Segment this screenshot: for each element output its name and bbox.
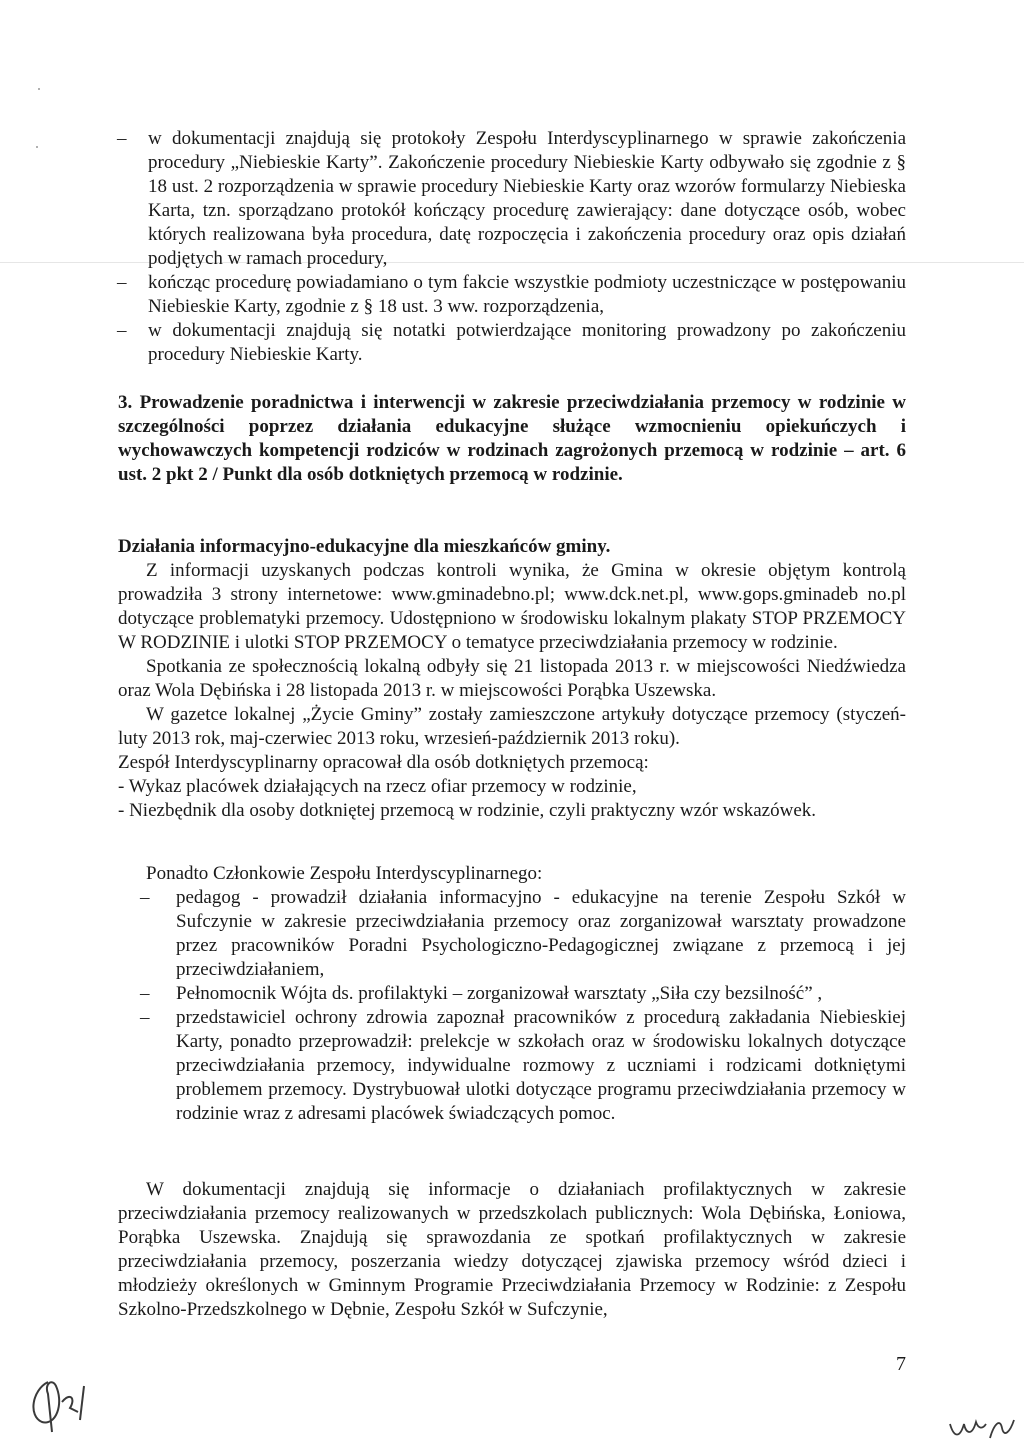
- list-item: [118, 886, 906, 982]
- section-number: 3.: [118, 392, 133, 413]
- paragraph: W gazetce lokalnej „Życie Gminy” zostały zamieszczone artykuły dotyczące przemocy (styczeń-luty 2013 rok, maj-czerwiec 2013 roku, wrzesień-październik 2013 roku).: [118, 704, 906, 749]
- section-3: [118, 391, 906, 487]
- scan-speck: [38, 88, 40, 90]
- team-item: - Niezbędnik dla osoby dotkniętej przemocą w rodzinie, czyli praktyczny wzór wskazówek.: [118, 800, 816, 821]
- section-heading-text: Prowadzenie poradnictwa i interwencji w zakresie przeciwdziałania przemocy w rodzinie w szczególności poprzez działania edukacyjne służące wzmocnieniu opiekuńczych i wychowawczych kompetencji rodziców w rodzinach zagrożonych przemocą w rodzinie – art. 6 ust. 2 pkt 2 / Punkt dla osób dotkniętych przemocą w rodzinie.: [118, 392, 907, 485]
- top-list-block: [118, 127, 906, 367]
- list-item: [118, 319, 906, 367]
- list-item: [118, 1006, 906, 1126]
- list-item-text: w dokumentacji znajdują się protokoły Zespołu Interdyscyplinarnego w sprawie zakończenia procedury „Niebieskie Karty”. Zakończenie procedury Niebieskie Karty odbywało się zgodnie z § 18 ust. 2 rozporządzenia w sprawie procedury Niebieskie Karty oraz wzorów formularzy Niebieska Karta, tzn. sporządzano protokół kończący procedurę zawierający: dane dotyczące osób, wobec których realizowana była procedura, datę rozpoczęcia i zakończenia procedury oraz opis działań podjętych w ramach procedury,: [148, 128, 906, 269]
- list-item-text: pedagog - prowadził działania informacyjno - edukacyjne na terenie Zespołu Szkół w Sufczynie w zakresie przeciwdziałania przemocy oraz zorganizował warsztaty prowadzone przez pracowników Poradni Psychologiczno-Pedagogicznej związane z przemocą i jej przeciwdziałaniem,: [176, 887, 906, 980]
- handwritten-initials-left: [18, 1372, 108, 1436]
- top-list: [118, 127, 906, 367]
- list-dash: –: [117, 128, 127, 149]
- list-item-text: kończąc procedurę powiadamiano o tym fakcie wszystkie podmioty uczestniczące w postępowaniu Niebieskie Karty, zgodnie z § 18 ust. 3 ww. rozporządzenia,: [148, 272, 906, 317]
- list-item: [118, 982, 906, 1006]
- paragraph: Spotkania ze społecznością lokalną odbyły się 21 listopada 2013 r. w miejscowości Niedźwiedza oraz Wola Dębińska i 28 listopada 2013 r. w miejscowości Porąbka Uszewska.: [118, 656, 906, 701]
- activities-heading: Działania informacyjno-edukacyjne dla mieszkańców gminy.: [118, 536, 611, 557]
- list-dash: –: [117, 272, 127, 293]
- team-line: Zespół Interdyscyplinarny opracował dla osób dotkniętych przemocą:: [118, 752, 649, 773]
- handwritten-initials-right: [948, 1412, 1018, 1444]
- list-dash: –: [140, 887, 150, 908]
- activities-section: [118, 535, 906, 823]
- members-list: [118, 886, 906, 1126]
- scan-speck: [36, 146, 38, 148]
- final-section: [118, 1178, 906, 1322]
- list-dash: –: [117, 320, 127, 341]
- page-number: 7: [896, 1353, 906, 1375]
- section-3-heading: [118, 391, 906, 487]
- team-item: - Wykaz placówek działających na rzecz ofiar przemocy w rodzinie,: [118, 776, 637, 797]
- list-item: [118, 271, 906, 319]
- list-item-text: w dokumentacji znajdują się notatki potwierdzające monitoring prowadzony po zakończeniu procedury Niebieskie Karty.: [148, 320, 906, 365]
- paragraph: Z informacji uzyskanych podczas kontroli wynika, że Gmina w okresie objętym kontrolą prowadziła 3 strony internetowe: www.gminadebno.pl; www.dck.net.pl, www.gops.gminadeb no.pl dotyczące problematyki przemocy. Udostępniono w środowisku lokalnym plakaty STOP PRZEMOCY W RODZINIE i ulotki STOP PRZEMOCY o tematyce przeciwdziałania przemocy w rodzinie.: [118, 560, 906, 653]
- list-item: [118, 127, 906, 271]
- list-item-text: przedstawiciel ochrony zdrowia zapoznał pracowników z procedurą zakładania Niebieskiej Karty, ponadto przeprowadził: prelekcje w szkołach oraz w środowisku lokalnych dotyczące przeciwdziałania przemocy, indywidualne rozmowy z uczniami i rodzicami dotkniętymi problemem przemocy. Dystrybuował ulotki dotyczące programu przeciwdziałania przemocy w rodzinie wraz z adresami placówek świadczących pomoc.: [176, 1007, 906, 1124]
- members-intro: Ponadto Członkowie Zespołu Interdyscyplinarnego:: [146, 863, 543, 884]
- members-section: [118, 862, 906, 1126]
- list-item-text: Pełnomocnik Wójta ds. profilaktyki – zorganizował warsztaty „Siła czy bezsilność” ,: [176, 983, 823, 1004]
- final-paragraph: W dokumentacji znajdują się informacje o działaniach profilaktycznych w zakresie przeciwdziałania przemocy realizowanych w przedszkolach publicznych: Wola Dębińska, Łoniowa, Porąbka Uszewska. Znajdują się sprawozdania ze spotkań profilaktycznych w zakresie przeciwdziałania przemocy, poszerzania wiedzy dotyczącej zjawiska przemocy wśród dzieci i młodzieży określonych w Gminnym Programie Przeciwdziałania Przemocy w Rodzinie: z Zespołu Szkolno-Przedszkolnego w Dębnie, Zespołu Szkół w Sufczynie,: [118, 1179, 906, 1320]
- list-dash: –: [140, 1007, 150, 1028]
- list-dash: –: [140, 983, 150, 1004]
